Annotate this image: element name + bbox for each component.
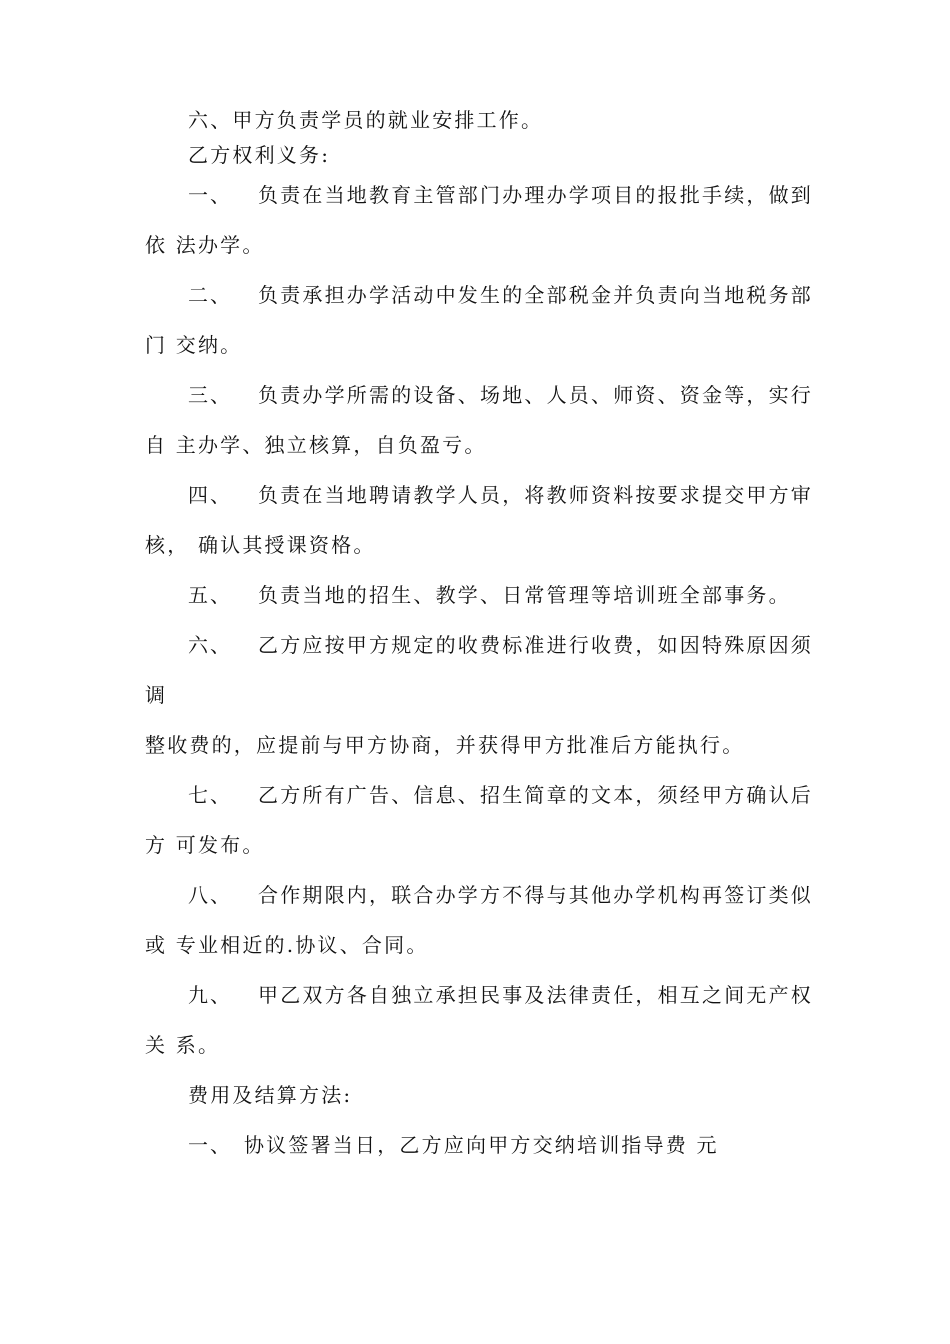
- item-text-continued: 方 可发布。: [145, 833, 265, 857]
- party-b-heading: 乙方权利义务:: [188, 143, 331, 167]
- intro-line: 六、甲方负责学员的就业安排工作。: [188, 108, 544, 132]
- item-number: 八、: [188, 883, 232, 907]
- fees-heading: 费用及结算方法:: [188, 1083, 353, 1107]
- item-text: 合作期限内，联合办学方不得与其他办学机构再签订类似: [258, 883, 813, 907]
- item-text: 负责当地的招生、教学、日常管理等培训班全部事务。: [258, 583, 791, 607]
- item-text: 负责办学所需的设备、场地、人员、师资、资金等，实行: [258, 383, 813, 407]
- item-number: 三、: [188, 383, 232, 407]
- item-number: 五、: [188, 583, 232, 607]
- item-text: 负责在当地教育主管部门办理办学项目的报批手续，做到: [258, 183, 813, 207]
- item-number: 二、: [188, 283, 232, 307]
- item-text: 负责在当地聘请教学人员，将教师资料按要求提交甲方审: [258, 483, 813, 507]
- item-number: 七、: [188, 783, 232, 807]
- item-number: 六、: [188, 633, 232, 657]
- item-text-continued: 自 主办学、独立核算，自负盈亏。: [145, 433, 487, 457]
- item-number: 四、: [188, 483, 232, 507]
- item-text: 乙方所有广告、信息、招生简章的文本，须经甲方确认后: [258, 783, 813, 807]
- item-text-continued: 调: [145, 683, 168, 707]
- item-text: 负责承担办学活动中发生的全部税金并负责向当地税务部: [258, 283, 813, 307]
- item-text-continued: 核， 确认其授课资格。: [145, 533, 376, 557]
- item-text: 乙方应按甲方规定的收费标准进行收费，如因特殊原因须: [258, 633, 813, 657]
- item-text-continued: 或 专业相近的.协议、合同。: [145, 933, 429, 957]
- item-number: 一、: [188, 183, 232, 207]
- item-text-continued: 整收费的，应提前与甲方协商，并获得甲方批准后方能执行。: [145, 733, 745, 757]
- fee-item-number: 一、: [188, 1133, 232, 1157]
- item-text: 甲乙双方各自独立承担民事及法律责任，相互之间无产权: [258, 983, 813, 1007]
- item-text-continued: 依 法办学。: [145, 233, 265, 257]
- item-text-continued: 关 系。: [145, 1033, 221, 1057]
- item-number: 九、: [188, 983, 232, 1007]
- fee-item-text: 协议签署当日，乙方应向甲方交纳培训指导费 元: [244, 1133, 719, 1157]
- item-text-continued: 门 交纳。: [145, 333, 243, 357]
